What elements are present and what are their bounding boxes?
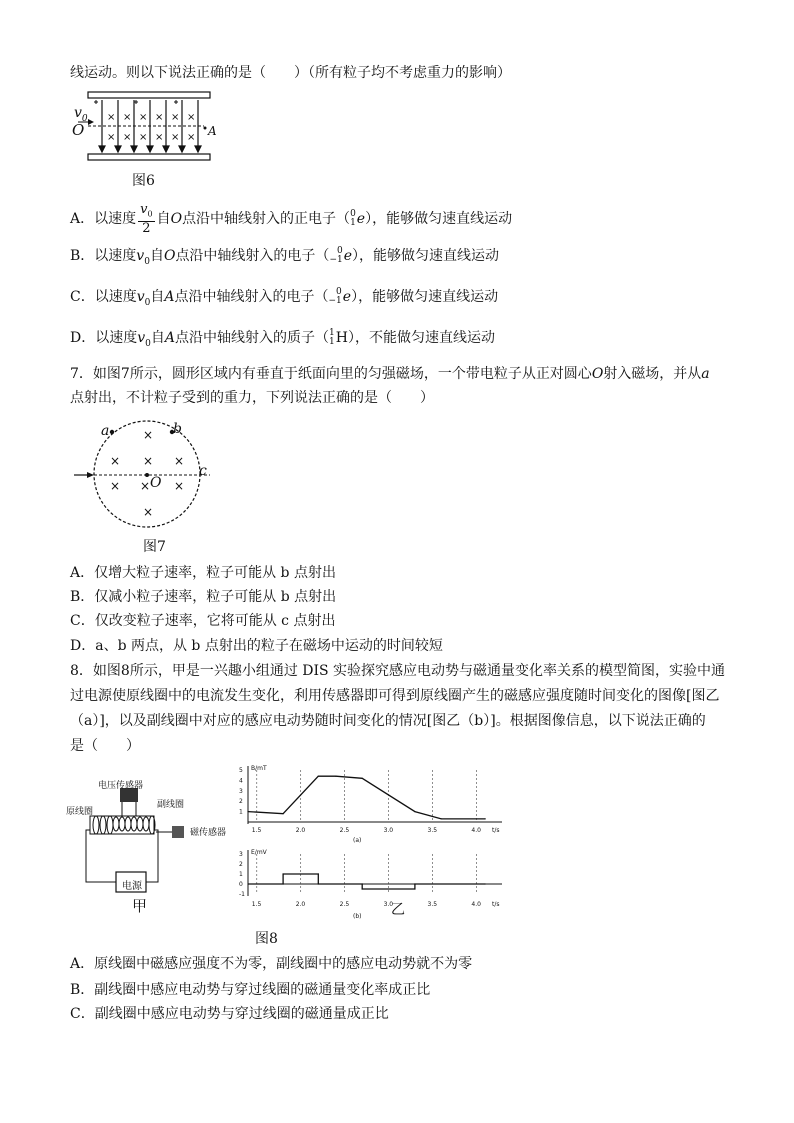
chart-a-x-label: t/s — [492, 827, 500, 834]
chart-b-x-tick-label: 2.0 — [295, 901, 306, 908]
chart-b-data-point — [247, 883, 248, 884]
svg-text:×: × — [139, 132, 148, 143]
svg-text:×: × — [110, 479, 121, 493]
chart-a-caption: (a) — [353, 837, 362, 844]
svg-text:×: × — [123, 112, 132, 123]
fig7-caption: 图7 — [143, 539, 166, 555]
fig8-power-label: 电源 — [122, 881, 142, 892]
q6-option-a[interactable]: A．以速度 $\frac{v_0}{2}$ 自O点沿中轴线射入的正电子（ 0 1 e），能够做匀速直线运动 — [70, 202, 513, 236]
chart-b-x-tick-label: 3.0 — [383, 901, 394, 908]
svg-text:×: × — [171, 132, 180, 143]
svg-text:×: × — [171, 112, 180, 123]
chart-b-data-point — [318, 883, 319, 884]
chart-b-data-point — [485, 883, 486, 884]
fraction: $\frac{v_0}{2}$ — [140, 202, 153, 236]
chart-b-data-point — [318, 873, 319, 874]
svg-text:×: × — [155, 112, 164, 123]
option-text: A．以速度 — [70, 210, 137, 227]
svg-text:×: × — [110, 454, 121, 468]
chart-b-data-point — [362, 888, 363, 889]
fig7-label-a: a — [101, 423, 110, 439]
fig6-label-v0: $v_0$ — [74, 105, 88, 124]
svg-text:×: × — [107, 112, 116, 123]
svg-text:×: × — [139, 112, 148, 123]
q6-option-c[interactable]: C．以速度$v_0$自A点沿中轴线射入的电子（ 0 −1 e），能够做匀速直线运动 — [70, 287, 499, 308]
q8-stem-line2: 过电源使原线圈中的电流发生变化，利用传感器即可得到原线圈产生的磁感应强度随时间变化的图像[图乙 — [70, 688, 720, 704]
chart-b-y-tick-label: -1 — [239, 891, 245, 898]
chart-a-x-tick-label: 3.0 — [383, 827, 394, 834]
q6-option-b[interactable]: B．以速度$v_0$自O点沿中轴线射入的电子（ 0 −1 e），能够做匀速直线运动 — [70, 246, 500, 267]
fig6-label-O: O — [72, 121, 85, 139]
chart-a-data-point — [414, 811, 415, 812]
figure-8-yi-charts — [232, 762, 532, 922]
fig8-caption: 图8 — [255, 931, 278, 947]
chart-b-data-point — [283, 873, 284, 874]
chart-a-x-tick-label: 2.5 — [339, 827, 350, 834]
chart-b-data-point — [283, 883, 284, 884]
q7-option-a[interactable]: A．仅增大粒子速率，粒子可能从 b 点射出 — [70, 565, 336, 581]
chart-a-x-tick-label: 3.5 — [427, 827, 438, 834]
chart-b-x-tick-label: 4.0 — [471, 901, 481, 908]
svg-text:×: × — [123, 132, 132, 143]
chart-b-series-line — [248, 874, 485, 889]
figure-6 — [68, 88, 218, 168]
chart-a-y-tick-label: 5 — [239, 767, 243, 774]
fig7-label-b: b — [173, 421, 182, 437]
chart-b-caption: (b) — [353, 913, 362, 920]
chart-b-x-tick-label: 2.5 — [339, 901, 350, 908]
chart-b-y-tick-label: 3 — [239, 851, 243, 858]
svg-text:×: × — [107, 132, 116, 143]
chart-a-data-point — [247, 811, 248, 812]
svg-text:×: × — [143, 505, 154, 519]
chart-b-y-tick-label: 2 — [239, 861, 243, 868]
q6-stem-tail: 线运动。则以下说法正确的是（ ）（所有粒子均不考虑重力的影响） — [70, 65, 511, 81]
q8-option-a[interactable]: A．原线圈中磁感应强度不为零，副线圈中的感应电动势就不为零 — [70, 956, 473, 972]
chart-a-y-tick-label: 3 — [239, 787, 243, 795]
chart-b-y-tick-label: 1 — [239, 871, 243, 878]
chart-b-x-tick-label: 1.5 — [251, 901, 262, 908]
chart-a-data-point — [335, 776, 336, 777]
chart-b-y-label: E/mV — [251, 849, 267, 856]
fig8-yi-label: 乙 — [391, 902, 405, 918]
chart-a-series-line — [248, 776, 485, 819]
q8-stem-line3: （a）]，以及副线圈中对应的感应电动势随时间变化的情况[图乙（b）]。根据图像信息，以下说法正确的 — [70, 713, 706, 729]
chart-a-x-tick-label: 1.5 — [251, 827, 262, 834]
svg-text:×: × — [143, 428, 154, 442]
q6-option-d[interactable]: D．以速度$v_0$自A点沿中轴线射入的质子（ 1 1 H），不能做匀速直线运动 — [70, 328, 495, 349]
svg-text:×: × — [187, 132, 196, 143]
q7-option-d[interactable]: D．a、b 两点，从 b 点射出的粒子在磁场中运动的时间较短 — [70, 638, 443, 654]
q8-option-c[interactable]: C．副线圈中感应电动势与穿过线圈的磁通量成正比 — [70, 1006, 389, 1022]
chart-a-data-point — [318, 776, 319, 777]
figure-8-jia — [66, 772, 236, 912]
q8-stem-line1: 8．如图8所示，甲是一兴趣小组通过 DIS 实验探究感应电动势与磁通量变化率关系的模型简图，实验中通 — [70, 663, 726, 679]
chart-b-x-tick-label: 3.5 — [427, 901, 438, 908]
fig6-label-A: A — [208, 124, 217, 138]
fig8-secondary-label: 副线圈 — [157, 800, 185, 810]
q7-option-b[interactable]: B．仅减小粒子速率，粒子可能从 b 点射出 — [70, 589, 337, 605]
fig7-label-c: c — [199, 463, 207, 479]
svg-text:×: × — [155, 132, 164, 143]
chart-a-data-point — [441, 818, 442, 819]
chart-a-x-tick-label: 4.0 — [471, 827, 481, 834]
chart-b-x-label: t/s — [492, 901, 500, 908]
chart-b-data-point — [414, 888, 415, 889]
q8-stem-line4: 是（ ） — [70, 738, 140, 754]
svg-text:×: × — [143, 454, 154, 468]
svg-text:×: × — [174, 454, 185, 468]
chart-b-data-point — [414, 883, 415, 884]
q8-option-b[interactable]: B．副线圈中感应电动势与穿过线圈的磁通量变化率成正比 — [70, 982, 431, 998]
chart-a-x-tick-label: 2.0 — [295, 827, 306, 834]
chart-b-data-point — [362, 883, 363, 884]
q7-option-c[interactable]: C．仅改变粒子速率，它将可能从 c 点射出 — [70, 613, 336, 629]
fig7-label-O: O — [150, 475, 162, 491]
chart-a-data-point — [283, 813, 284, 814]
chart-a-y-tick-label: 1 — [239, 808, 243, 816]
chart-b-y-tick-label: 0 — [239, 881, 243, 888]
fig6-caption: 图6 — [132, 173, 155, 189]
chart-a-data-point — [362, 778, 363, 779]
fig8-voltage-sensor-label: 电压传感器 — [98, 781, 144, 791]
fig8-jia-label: 甲 — [132, 897, 148, 915]
svg-text:×: × — [140, 479, 151, 493]
svg-text:×: × — [187, 112, 196, 123]
q7-stem-line2: 点射出，不计粒子受到的重力，下列说法正确的是（ ） — [70, 390, 434, 406]
chart-a-y-tick-label: 4 — [239, 777, 243, 785]
chart-a-y-label: B/mT — [251, 765, 267, 772]
fig8-mag-sensor-label: 磁传感器 — [190, 828, 227, 838]
fig8-primary-label: 原线圈 — [66, 807, 94, 817]
chart-a-y-tick-label: 2 — [239, 798, 243, 806]
svg-text:×: × — [174, 479, 185, 493]
q7-stem-line1: 7．如图7所示，圆形区域内有垂直于纸面向里的匀强磁场，一个带电粒子从正对圆心O射入磁场，并从a — [70, 366, 710, 382]
chart-a-data-point — [485, 818, 486, 819]
